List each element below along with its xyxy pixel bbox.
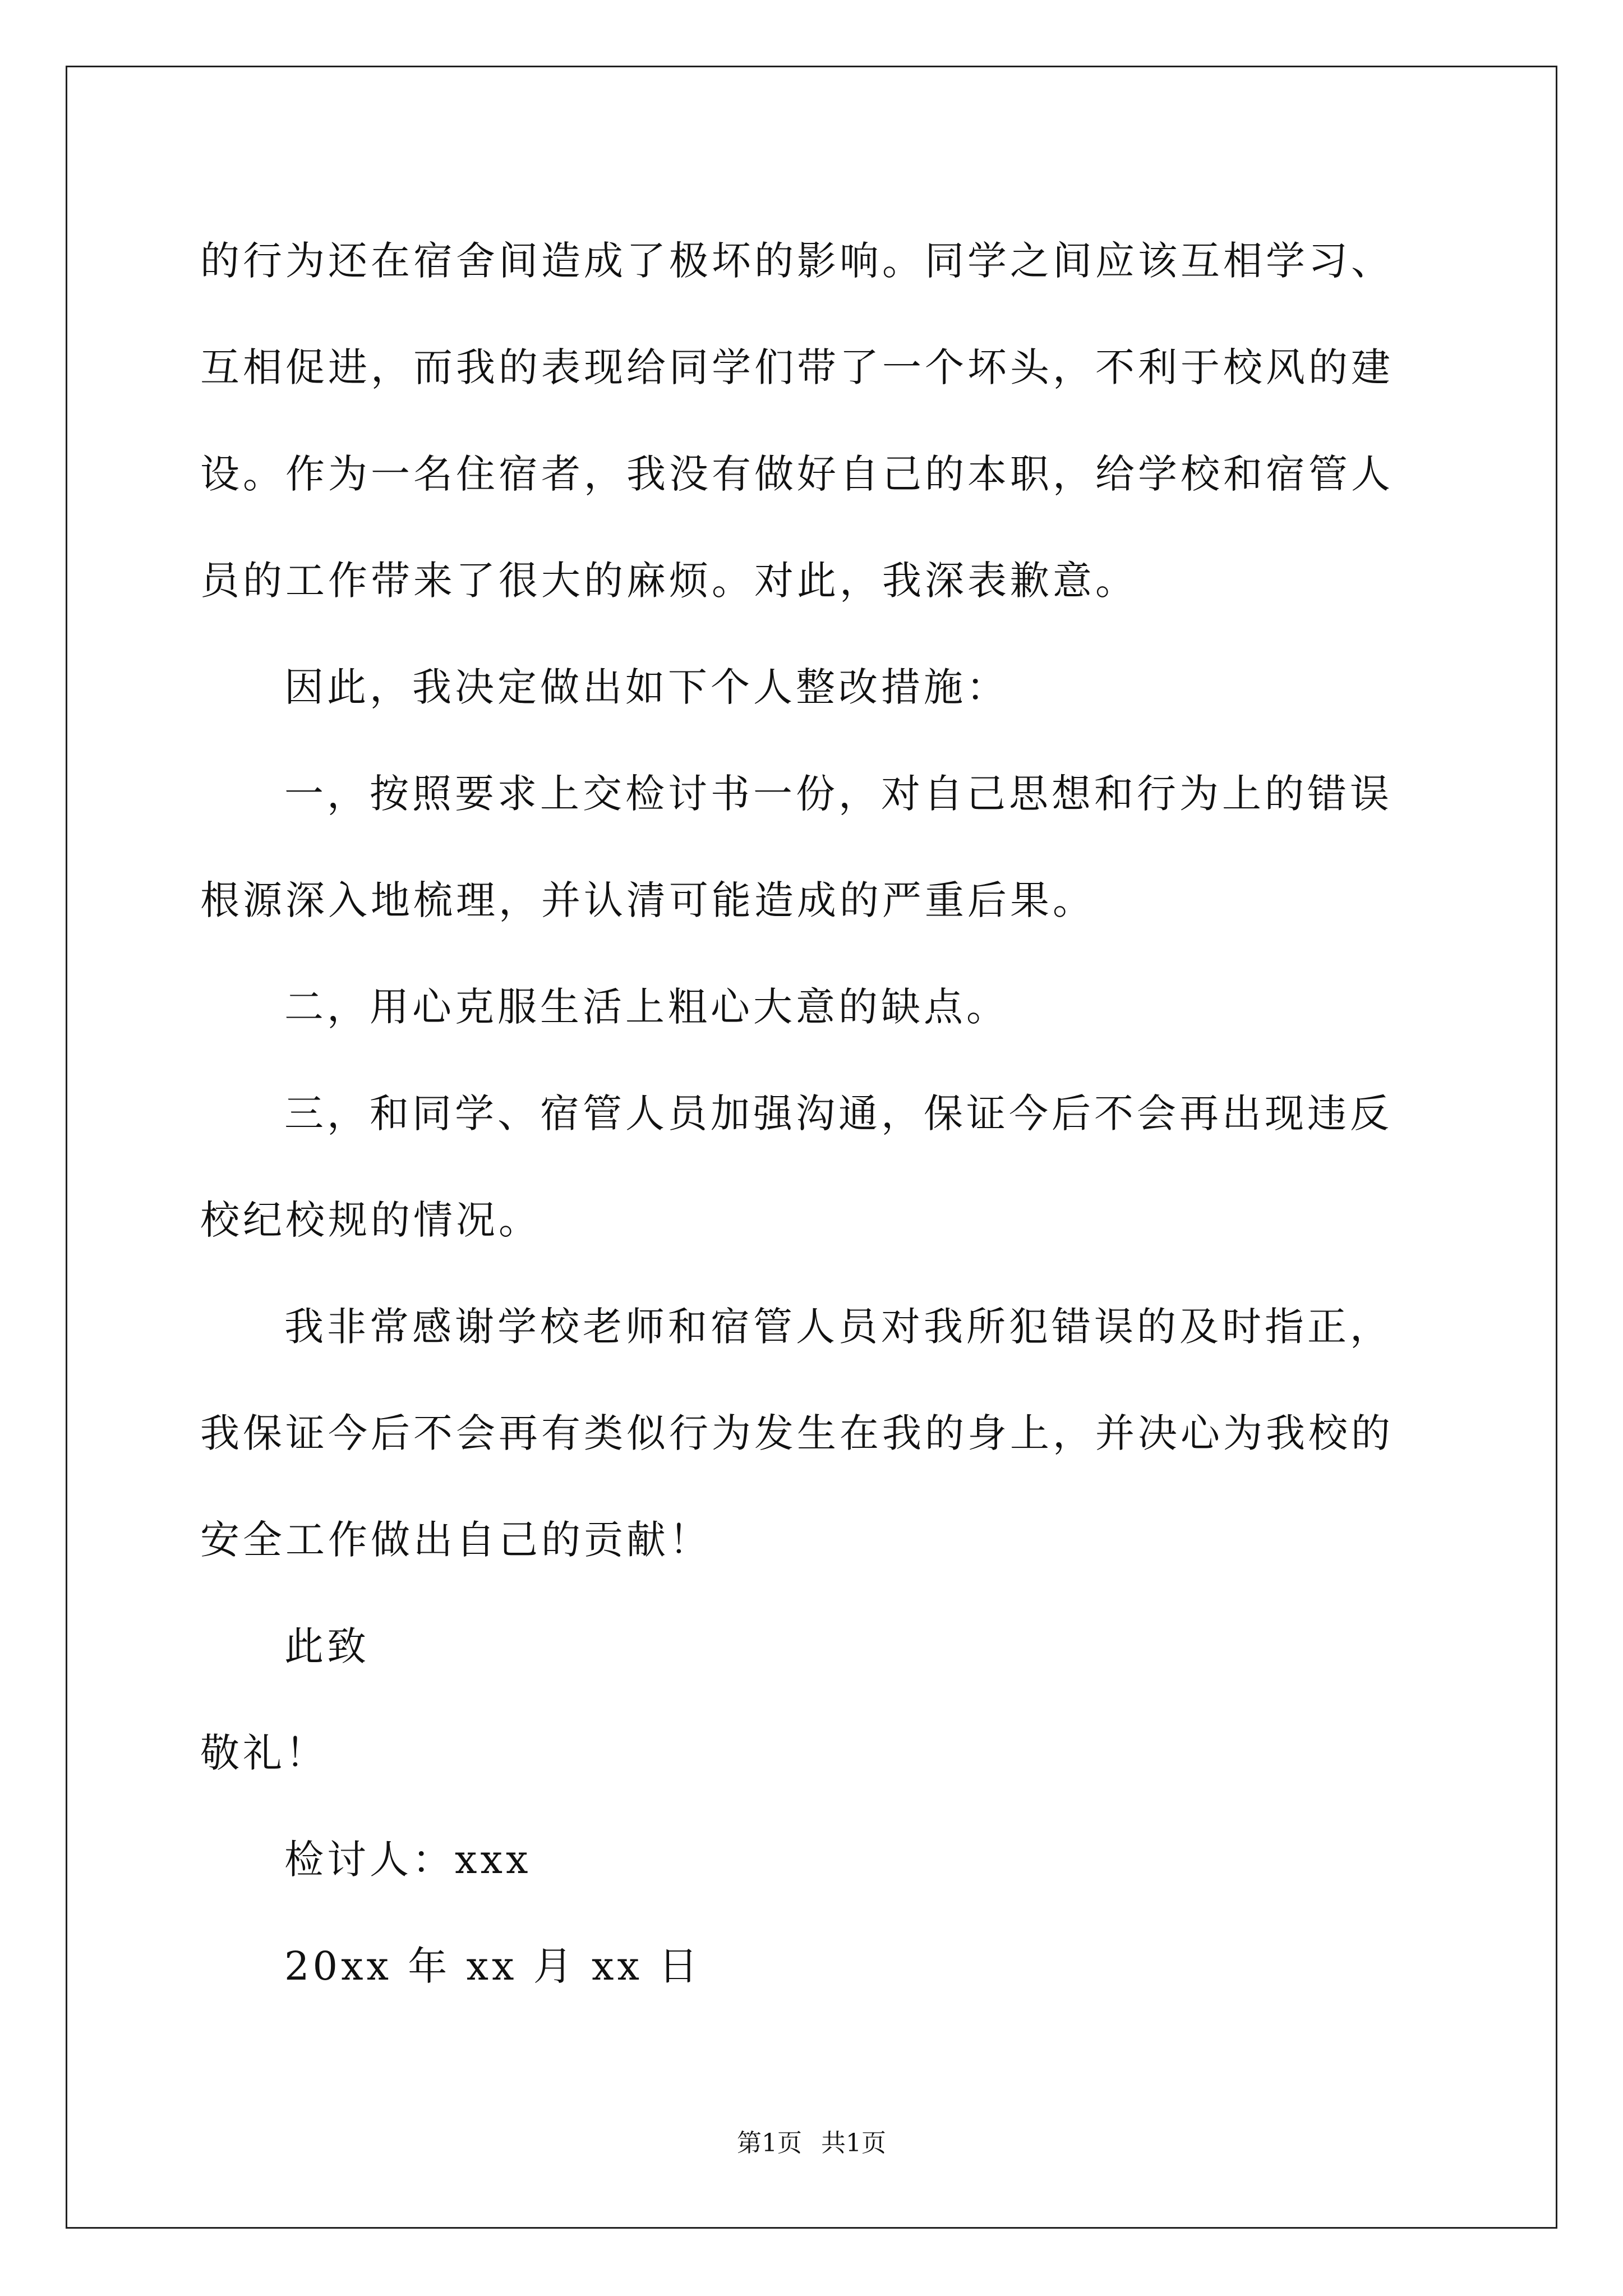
closing-regards: 敬礼！	[200, 1730, 328, 1776]
paragraph-measure-one: 一，按照要求上交检讨书一份，对自己思想和行为上的错误根源深入地梳理，并认清可能造成的严重后果。	[200, 771, 1393, 923]
page-number-total: 共1页	[821, 2129, 886, 2157]
paragraph-continuation: 的行为还在宿舍间造成了极坏的影响。同学之间应该互相学习、互相促进，而我的表现给同学们带了一个坏头，不利于校风的建设。作为一名住宿者，我没有做好自己的本职，给学校和宿管人员的工作带来了很大的麻烦。对此，我深表歉意。	[200, 238, 1394, 604]
closing-salutation: 此致	[284, 1623, 370, 1669]
paragraph-measure-two: 二，用心克服生活上粗心大意的缺点。	[284, 984, 1009, 1030]
page-footer	[0, 2127, 1623, 2160]
page-number-current: 第1页	[737, 2129, 802, 2157]
document-body	[200, 208, 1428, 2019]
signature-author: 检讨人：xxx	[284, 1837, 532, 1883]
paragraph-measure-three: 三，和同学、宿管人员加强沟通，保证今后不会再出现违反校纪校规的情况。	[200, 1091, 1393, 1243]
signature-date: 20xx 年 xx 月 xx 日	[284, 1943, 702, 1989]
paragraph-rectification-intro: 因此，我决定做出如下个人整改措施：	[284, 664, 1009, 710]
paragraph-gratitude: 我非常感谢学校老师和宿管人员对我所犯错误的及时指正，我保证今后不会再有类似行为发生在我的身上，并决心为我校的安全工作做出自己的贡献！	[200, 1304, 1394, 1563]
